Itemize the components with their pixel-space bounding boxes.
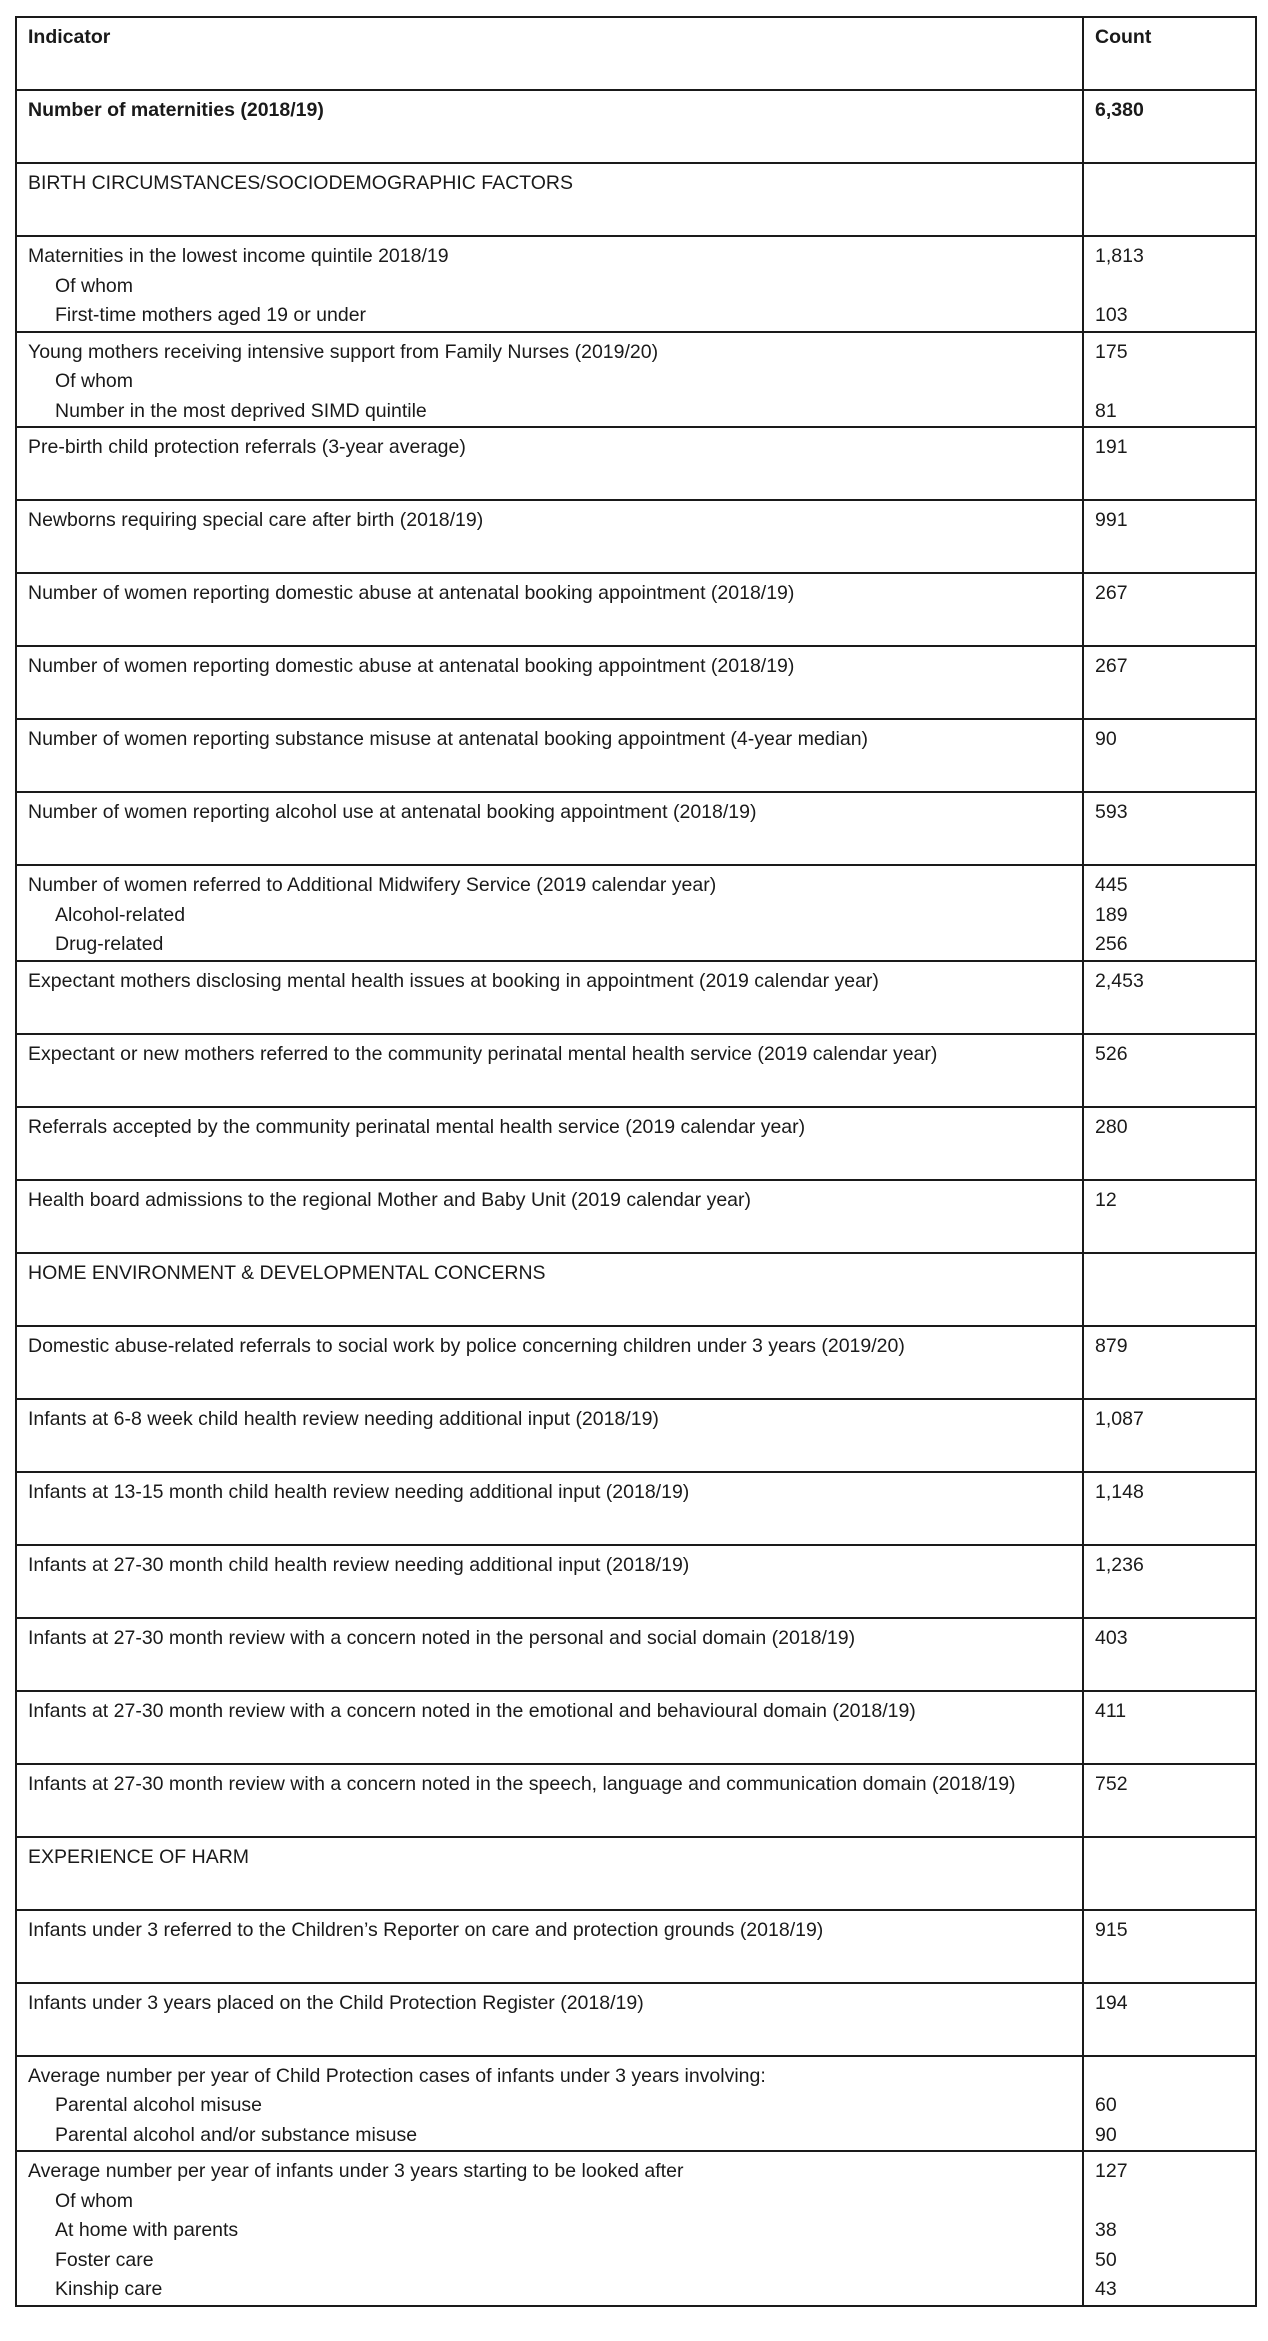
count-cell [1083,719,1256,792]
indicator-label: Domestic abuse-related referrals to social work by police concerning children under 3 years (2019/20) [28,1334,905,1357]
indicator-sub-label: Kinship care [55,2278,163,2300]
indicator-label: Infants at 27-30 month child health review needing additional input (2018/19) [28,1553,690,1576]
indicator-column-header: Indicator [16,17,1083,90]
table-row [16,573,1256,646]
count-value: 38 [1095,2219,1117,2241]
count-cell [1083,1326,1256,1399]
count-value: 411 [1095,1699,1127,1722]
table-row [16,1837,1256,1910]
count-value: 526 [1095,1042,1128,1065]
table-row [16,163,1256,236]
count-value: 90 [1095,728,1117,750]
count-cell [1083,1910,1256,1983]
indicator-label: Infants at 13-15 month child health review needing additional input (2018/19) [28,1480,690,1503]
indicator-cell [16,1910,1083,1983]
count-spacer [1095,367,1244,397]
indicator-sub-label: Alcohol-related [55,903,186,926]
indicator-table [15,16,1257,2307]
table-row [16,500,1256,573]
indicator-sub-label: Foster care [55,2248,154,2271]
table-row [16,1180,1256,1253]
count-cell [1083,1618,1256,1691]
indicator-cell [16,1253,1083,1326]
count-cell [1083,961,1256,1034]
indicator-sub-label: Drug-related [55,933,164,955]
indicator-cell [16,236,1083,332]
indicator-label: Health board admissions to the regional Mother and Baby Unit (2019 calendar year) [28,1188,751,1211]
count-value: 280 [1095,1115,1128,1138]
count-value: 991 [1095,509,1128,531]
count-value: 103 [1095,304,1128,326]
indicator-label: Expectant or new mothers referred to the community perinatal mental health service (2019 calendar year) [28,1042,938,1065]
indicator-label: Number of women reporting substance misuse at antenatal booking appointment (4-year median) [28,728,869,750]
count-cell [1083,1399,1256,1472]
count-value: 1,813 [1095,245,1144,267]
count-value: 267 [1095,655,1128,677]
table-body [16,90,1256,2306]
indicator-cell [16,1691,1083,1764]
count-value: 403 [1095,1626,1128,1649]
indicator-label: Expectant mothers disclosing mental health issues at booking in appointment (2019 calendar year) [28,969,879,992]
indicator-label: HOME ENVIRONMENT & DEVELOPMENTAL CONCERNS [28,1261,546,1284]
indicator-cell [16,1764,1083,1837]
count-value: 6,380 [1095,99,1144,121]
indicator-cell [16,90,1083,163]
indicator-cell [16,1326,1083,1399]
count-spacer [1095,272,1244,302]
count-spacer [1095,1259,1244,1289]
count-cell [1083,1691,1256,1764]
table-row [16,2151,1256,2306]
indicator-cell [16,646,1083,719]
indicator-cell [16,2056,1083,2152]
count-value: 127 [1095,2160,1128,2182]
count-cell [1083,427,1256,500]
indicator-cell [16,792,1083,865]
indicator-cell [16,427,1083,500]
indicator-label: Infants at 27-30 month review with a concern noted in the speech, language and communication domain (2018/19) [28,1772,1016,1795]
table-row [16,792,1256,865]
count-value: 1,148 [1095,1480,1144,1503]
indicator-cell [16,1618,1083,1691]
count-value: 60 [1095,2094,1117,2116]
table-row [16,1545,1256,1618]
table-row [16,1618,1256,1691]
count-spacer [1095,169,1244,199]
count-value: 191 [1095,436,1128,458]
indicator-label: Infants under 3 referred to the Children’s Reporter on care and protection grounds (2018/19) [28,1918,824,1941]
count-value: 445 [1095,874,1128,896]
indicator-cell [16,1399,1083,1472]
count-value: 2,453 [1095,969,1144,992]
indicator-cell [16,1472,1083,1545]
count-cell [1083,1472,1256,1545]
table-row [16,865,1256,961]
indicator-sub-label: Of whom [55,274,134,297]
indicator-label: Infants at 6-8 week child health review needing additional input (2018/19) [28,1407,659,1430]
indicator-cell [16,332,1083,428]
table-row [16,236,1256,332]
indicator-label: Maternities in the lowest income quintile 2018/19 [28,245,449,267]
count-cell [1083,1180,1256,1253]
table-row [16,1399,1256,1472]
table-row [16,1983,1256,2056]
count-spacer [1095,2187,1244,2217]
count-value: 43 [1095,2278,1117,2300]
indicator-cell [16,2151,1083,2306]
table-row [16,1691,1256,1764]
count-cell [1083,236,1256,332]
count-value: 189 [1095,903,1128,926]
indicator-cell [16,865,1083,961]
table-row [16,1764,1256,1837]
table-row [16,1472,1256,1545]
indicator-cell [16,961,1083,1034]
count-value: 90 [1095,2123,1117,2146]
count-value: 256 [1095,933,1128,955]
count-value: 593 [1095,801,1128,823]
table-row [16,427,1256,500]
table-row [16,1034,1256,1107]
count-column-header: Count [1083,17,1256,90]
table-row [16,332,1256,428]
indicator-label: Number of women referred to Additional Midwifery Service (2019 calendar year) [28,874,717,896]
indicator-label: Average number per year of Child Protection cases of infants under 3 years involving: [28,2064,766,2087]
count-cell [1083,865,1256,961]
table-row [16,1910,1256,1983]
count-value: 194 [1095,1991,1128,2014]
indicator-label: Number of women reporting domestic abuse at antenatal booking appointment (2018/19) [28,582,795,604]
count-value: 1,087 [1095,1407,1144,1430]
count-cell [1083,1253,1256,1326]
count-value: 81 [1095,399,1117,422]
count-value: 267 [1095,582,1128,604]
indicator-label: Pre-birth child protection referrals (3-year average) [28,436,466,458]
indicator-sub-label: Parental alcohol and/or substance misuse [55,2123,418,2146]
indicator-cell [16,163,1083,236]
count-cell [1083,1034,1256,1107]
count-cell [1083,2056,1256,2152]
indicator-sub-label: Parental alcohol misuse [55,2094,263,2116]
indicator-cell [16,573,1083,646]
indicator-cell [16,1837,1083,1910]
indicator-cell [16,1545,1083,1618]
table-row [16,90,1256,163]
table-header-row [16,17,1256,90]
indicator-label: Infants under 3 years placed on the Child Protection Register (2018/19) [28,1991,644,2014]
indicator-label: Number of maternities (2018/19) [28,99,324,121]
indicator-label: Newborns requiring special care after birth (2018/19) [28,509,484,531]
indicator-label: Number of women reporting alcohol use at antenatal booking appointment (2018/19) [28,801,757,823]
count-value: 50 [1095,2248,1117,2271]
count-cell [1083,90,1256,163]
table-row [16,1253,1256,1326]
indicator-sub-label: Of whom [55,370,134,392]
indicator-sub-label: At home with parents [55,2219,239,2241]
table-row [16,1326,1256,1399]
count-cell [1083,1837,1256,1910]
indicator-label: BIRTH CIRCUMSTANCES/SOCIODEMOGRAPHIC FACTORS [28,172,573,194]
indicator-cell [16,1107,1083,1180]
indicator-cell [16,719,1083,792]
count-cell [1083,163,1256,236]
count-cell [1083,792,1256,865]
indicator-label: Infants at 27-30 month review with a concern noted in the emotional and behavioural domain (2018/19) [28,1699,916,1722]
count-value: 879 [1095,1334,1128,1357]
indicator-label: Young mothers receiving intensive support from Family Nurses (2019/20) [28,340,659,363]
count-cell [1083,2151,1256,2306]
table-row [16,1107,1256,1180]
indicator-sub-label: First-time mothers aged 19 or under [55,304,367,326]
table-row [16,2056,1256,2152]
indicator-label: Number of women reporting domestic abuse at antenatal booking appointment (2018/19) [28,655,795,677]
count-spacer [1095,2062,1244,2092]
indicator-label: EXPERIENCE OF HARM [28,1845,250,1868]
count-cell [1083,573,1256,646]
count-cell [1083,1983,1256,2056]
indicator-cell [16,500,1083,573]
indicator-cell [16,1180,1083,1253]
indicator-label: Infants at 27-30 month review with a concern noted in the personal and social domain (2018/19) [28,1626,856,1649]
indicator-cell [16,1983,1083,2056]
table-row [16,961,1256,1034]
count-value: 752 [1095,1772,1128,1795]
indicator-label: Referrals accepted by the community perinatal mental health service (2019 calendar year) [28,1115,806,1138]
count-value: 915 [1095,1918,1128,1941]
count-value: 12 [1095,1188,1117,1211]
table-row [16,719,1256,792]
count-cell [1083,1107,1256,1180]
indicator-sub-label: Of whom [55,2189,134,2212]
count-cell [1083,332,1256,428]
count-cell [1083,1545,1256,1618]
indicator-cell [16,1034,1083,1107]
count-cell [1083,1764,1256,1837]
count-spacer [1095,1843,1244,1873]
table-row [16,646,1256,719]
count-cell [1083,500,1256,573]
indicator-label: Average number per year of infants under 3 years starting to be looked after [28,2160,684,2182]
count-value: 175 [1095,340,1128,363]
count-value: 1,236 [1095,1553,1144,1576]
count-cell [1083,646,1256,719]
indicator-sub-label: Number in the most deprived SIMD quintile [55,399,427,422]
